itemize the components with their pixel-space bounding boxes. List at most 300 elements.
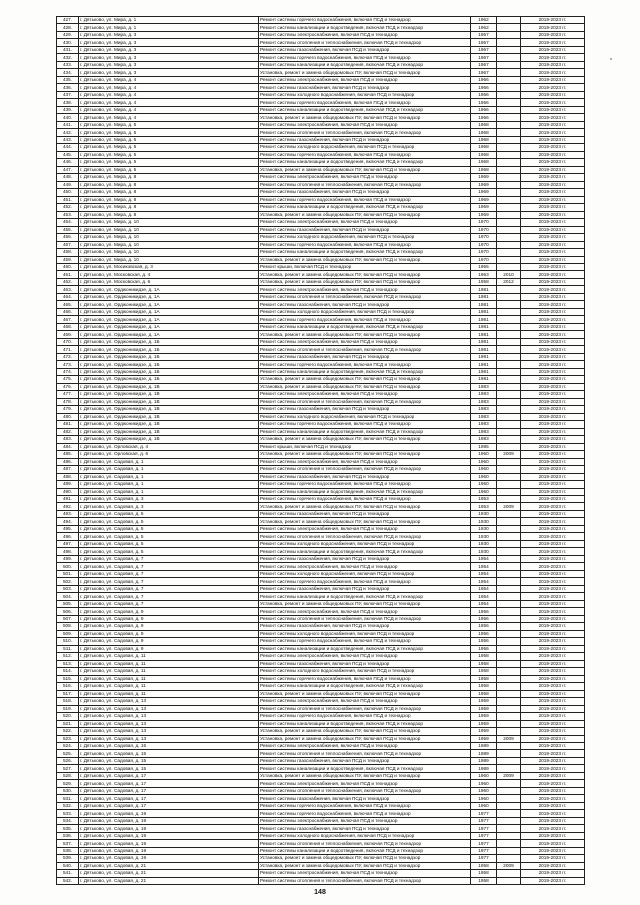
last-repair-year-cell [497,91,521,98]
table-row [57,810,585,817]
row-number: 497. [57,540,79,547]
address-cell: г. Дятьково, ул. Садовая, д. 17 [79,780,259,787]
planned-period-cell: 2019-2023 гг. [521,473,585,480]
address-cell: г. Дятьково, ул. Московская, д. 4 [79,271,259,278]
planned-period-cell: 2019-2023 гг. [521,825,585,832]
row-number: 516. [57,683,79,690]
work-type-cell: Ремонт системы электроснабжения, включая ПСД и технадзор [259,525,471,532]
last-repair-year-cell [497,204,521,211]
planned-period-cell: 2019-2023 гг. [521,563,585,570]
address-cell: г. Дятьково, ул. Мира, д. 5 [79,136,259,143]
construction-year-cell: 1966 [471,84,497,91]
construction-year-cell: 1969 [471,189,497,196]
last-repair-year-cell [497,570,521,577]
table-row [57,361,585,368]
row-number: 463. [57,286,79,293]
table-row [57,293,585,300]
table-row [57,735,585,742]
construction-year-cell: 1966 [471,99,497,106]
row-number: 532. [57,802,79,809]
address-cell: г. Дятьково, ул. Мира, д. 8 [79,196,259,203]
row-number: 499. [57,555,79,562]
table-row [57,91,585,98]
construction-year-cell: 1981 [471,316,497,323]
row-number: 471. [57,346,79,353]
last-repair-year-cell [497,129,521,136]
address-cell: г. Дятьково, ул. Садовая, д. 13 [79,698,259,705]
planned-period-cell: 2019-2023 гг. [521,496,585,503]
last-repair-year-cell [497,69,521,76]
construction-year-cell: 1981 [471,301,497,308]
table-row [57,331,585,338]
last-repair-year-cell [497,757,521,764]
table-row [57,713,585,720]
address-cell: г. Дятьково, ул. Орджоникидзе, д. 1Б [79,368,259,375]
work-type-cell: Ремонт системы горячего водоснабжения, включая ПСД и технадзор [259,151,471,158]
last-repair-year-cell [497,106,521,113]
last-repair-year-cell [497,196,521,203]
address-cell: г. Дятьково, ул. Садовая, д. 19 [79,825,259,832]
construction-year-cell: 1958 [471,683,497,690]
construction-year-cell: 1977 [471,825,497,832]
planned-period-cell: 2019-2023 гг. [521,451,585,458]
planned-period-cell: 2019-2023 гг. [521,136,585,143]
last-repair-year-cell: 2009 [497,503,521,510]
work-type-cell: Ремонт системы канализации и водоотведения, включая ПСД и технадзор [259,428,471,435]
work-type-cell: Ремонт системы горячего водоснабжения, включая ПСД и технадзор [259,17,471,24]
work-type-cell: Установка, ремонт и замена общедомовых ПУ, включая ПСД и технадзор [259,518,471,525]
table-row [57,391,585,398]
address-cell: г. Дятьково, ул. Орджоникидзе, д. 1В [79,406,259,413]
planned-period-cell: 2019-2023 гг. [521,159,585,166]
address-cell: г. Дятьково, ул. Орджоникидзе, д. 1В [79,383,259,390]
row-number: 453. [57,211,79,218]
work-type-cell: Ремонт системы газоснабжения, включая ПСД и технадзор [259,795,471,802]
table-row [57,802,585,809]
table-row [57,301,585,308]
planned-period-cell: 2019-2023 гг. [521,241,585,248]
table-row [57,241,585,248]
planned-period-cell: 2019-2023 гг. [521,189,585,196]
row-number: 445. [57,151,79,158]
last-repair-year-cell: 2009 [497,862,521,869]
planned-period-cell: 2019-2023 гг. [521,436,585,443]
address-cell: г. Дятьково, ул. Садовая, д. 7 [79,585,259,592]
construction-year-cell: 1930 [471,518,497,525]
work-type-cell: Ремонт системы газоснабжения, включая ПСД и технадзор [259,46,471,53]
last-repair-year-cell [497,361,521,368]
row-number: 458. [57,249,79,256]
table-row [57,555,585,562]
last-repair-year-cell [497,353,521,360]
row-number: 428. [57,24,79,31]
row-number: 454. [57,219,79,226]
planned-period-cell: 2019-2023 гг. [521,106,585,113]
table-row [57,166,585,173]
last-repair-year-cell: 2009 [497,735,521,742]
work-type-cell: Ремонт системы горячего водоснабжения, включая ПСД и технадзор [259,361,471,368]
row-number: 527. [57,765,79,772]
row-number: 514. [57,668,79,675]
last-repair-year-cell [497,496,521,503]
row-number: 526. [57,757,79,764]
planned-period-cell: 2019-2023 гг. [521,376,585,383]
row-number: 512. [57,653,79,660]
row-number: 433. [57,61,79,68]
row-number: 481. [57,421,79,428]
planned-period-cell: 2019-2023 гг. [521,54,585,61]
last-repair-year-cell [497,668,521,675]
address-cell: г. Дятьково, ул. Садовая, д. 9 [79,630,259,637]
address-cell: г. Дятьково, ул. Мира, д. 5 [79,144,259,151]
planned-period-cell: 2019-2023 гг. [521,278,585,285]
work-type-cell: Ремонт системы канализации и водоотведения, включая ПСД и технадзор [259,488,471,495]
row-number: 470. [57,338,79,345]
construction-year-cell: 1967 [471,61,497,68]
last-repair-year-cell [497,293,521,300]
address-cell: г. Дятьково, ул. Московская, д. 6 [79,278,259,285]
last-repair-year-cell [497,159,521,166]
work-type-cell: Установка, ремонт и замена общедомовых ПУ, включая ПСД и технадзор [259,114,471,121]
work-type-cell: Ремонт системы горячего водоснабжения, включая ПСД и технадзор [259,421,471,428]
work-type-cell: Ремонт системы канализации и водоотведения, включая ПСД и технадзор [259,720,471,727]
planned-period-cell: 2019-2023 гг. [521,24,585,31]
last-repair-year-cell [497,600,521,607]
table-row [57,533,585,540]
row-number: 482. [57,428,79,435]
row-number: 477. [57,391,79,398]
work-type-cell: Ремонт системы канализации и водоотведения, включая ПСД и технадзор [259,106,471,113]
planned-period-cell: 2019-2023 гг. [521,151,585,158]
work-type-cell: Ремонт системы канализации и водоотведения, включая ПСД и технадзор [259,765,471,772]
planned-period-cell: 2019-2023 гг. [521,555,585,562]
work-type-cell: Ремонт системы канализации и водоотведения, включая ПСД и технадзор [259,249,471,256]
table-row [57,750,585,757]
table-row [57,368,585,375]
planned-period-cell: 2019-2023 гг. [521,91,585,98]
table-row [57,219,585,226]
address-cell: г. Дятьково, ул. Садовая, д. 17 [79,772,259,779]
last-repair-year-cell [497,481,521,488]
planned-period-cell: 2019-2023 гг. [521,795,585,802]
address-cell: г. Дятьково, ул. Орджоникидзе, д. 1А [79,293,259,300]
planned-period-cell: 2019-2023 гг. [521,234,585,241]
address-cell: г. Дятьково, ул. Садовая, д. 21 [79,870,259,877]
construction-year-cell: 1930 [471,525,497,532]
construction-year-cell: 1983 [471,383,497,390]
planned-period-cell: 2019-2023 гг. [521,877,585,884]
row-number: 507. [57,615,79,622]
work-type-cell: Ремонт системы газоснабжения, включая ПСД и технадзор [259,226,471,233]
construction-year-cell: 1962 [471,24,497,31]
planned-period-cell: 2019-2023 гг. [521,600,585,607]
planned-period-cell: 2019-2023 гг. [521,698,585,705]
row-number: 430. [57,39,79,46]
construction-year-cell: 1954 [471,600,497,607]
last-repair-year-cell [497,234,521,241]
work-type-cell: Ремонт системы холодного водоснабжения, включая ПСД и технадзор [259,668,471,675]
last-repair-year-cell: 2012 [497,278,521,285]
construction-year-cell: 1969 [471,181,497,188]
address-cell: г. Дятьково, ул. Садовая, д. 7 [79,555,259,562]
address-cell: г. Дятьково, ул. Орджоникидзе, д. 1Б [79,361,259,368]
last-repair-year-cell [497,323,521,330]
planned-period-cell: 2019-2023 гг. [521,675,585,682]
table-row [57,61,585,68]
work-type-cell: Ремонт системы канализации и водоотведения, включая ПСД и технадзор [259,24,471,31]
planned-period-cell: 2019-2023 гг. [521,166,585,173]
table-row [57,787,585,794]
table-row [57,136,585,143]
work-type-cell: Ремонт системы горячего водоснабжения, включая ПСД и технадзор [259,675,471,682]
construction-year-cell: 1966 [471,91,497,98]
planned-period-cell: 2019-2023 гг. [521,46,585,53]
row-number: 459. [57,256,79,263]
construction-year-cell: 1983 [471,421,497,428]
table-row [57,234,585,241]
planned-period-cell: 2019-2023 гг. [521,630,585,637]
row-number: 446. [57,159,79,166]
construction-year-cell: 1983 [471,391,497,398]
last-repair-year-cell [497,24,521,31]
construction-year-cell: 1959 [471,735,497,742]
construction-year-cell: 1965 [471,263,497,270]
table-row [57,211,585,218]
work-type-cell: Ремонт системы отопления и теплоснабжения, включая ПСД и технадзор [259,750,471,757]
last-repair-year-cell [497,144,521,151]
row-number: 447. [57,166,79,173]
planned-period-cell: 2019-2023 гг. [521,832,585,839]
table-row [57,570,585,577]
last-repair-year-cell: 2009 [497,772,521,779]
address-cell: г. Дятьково, ул. Садовая, д. 17 [79,787,259,794]
construction-year-cell: 1956 [471,623,497,630]
construction-year-cell: 1968 [471,129,497,136]
table-row [57,690,585,697]
construction-year-cell: 1981 [471,376,497,383]
table-row [57,69,585,76]
address-cell: г. Дятьково, ул. Садовая, д. 9 [79,623,259,630]
work-type-cell: Ремонт системы холодного водоснабжения, включая ПСД и технадзор [259,832,471,839]
work-type-cell: Ремонт системы холодного водоснабжения, включая ПСД и технадзор [259,91,471,98]
planned-period-cell: 2019-2023 гг. [521,383,585,390]
address-cell: г. Дятьково, ул. Садовая, д. 11 [79,675,259,682]
last-repair-year-cell [497,219,521,226]
last-repair-year-cell [497,151,521,158]
last-repair-year-cell [497,189,521,196]
last-repair-year-cell [497,713,521,720]
work-type-cell: Ремонт системы электроснабжения, включая ПСД и технадзор [259,458,471,465]
address-cell: г. Дятьково, ул. Садовая, д. 11 [79,690,259,697]
table-row [57,84,585,91]
construction-year-cell: 1963 [471,271,497,278]
last-repair-year-cell [497,720,521,727]
address-cell: г. Дятьково, ул. Садовая, д. 5 [79,518,259,525]
planned-period-cell: 2019-2023 гг. [521,653,585,660]
planned-period-cell: 2019-2023 гг. [521,742,585,749]
row-number: 541. [57,870,79,877]
work-type-cell: Ремонт системы электроснабжения, включая ПСД и технадзор [259,76,471,83]
construction-year-cell: 1981 [471,286,497,293]
last-repair-year-cell [497,855,521,862]
table-row [57,129,585,136]
planned-period-cell: 2019-2023 гг. [521,316,585,323]
construction-year-cell: 1969 [471,204,497,211]
work-type-cell: Ремонт системы отопления и теплоснабжения, включая ПСД и технадзор [259,466,471,473]
construction-year-cell: 1960 [471,772,497,779]
table-row [57,780,585,787]
planned-period-cell: 2019-2023 гг. [521,817,585,824]
address-cell: г. Дятьково, ул. Садовая, д. 21 [79,877,259,884]
row-number: 486. [57,458,79,465]
row-number: 469. [57,331,79,338]
address-cell: г. Дятьково, ул. Мира, д. 4 [79,84,259,91]
last-repair-year-cell [497,877,521,884]
work-type-cell: Ремонт системы холодного водоснабжения, включая ПСД и технадзор [259,413,471,420]
row-number: 489. [57,481,79,488]
construction-year-cell: 1956 [471,638,497,645]
work-type-cell: Ремонт системы канализации и водоотведения, включая ПСД и технадзор [259,323,471,330]
row-number: 440. [57,114,79,121]
last-repair-year-cell [497,765,521,772]
planned-period-cell: 2019-2023 гг. [521,263,585,270]
planned-period-cell: 2019-2023 гг. [521,668,585,675]
row-number: 515. [57,675,79,682]
planned-period-cell: 2019-2023 гг. [521,503,585,510]
construction-year-cell: 1977 [471,810,497,817]
row-number: 462. [57,278,79,285]
address-cell: г. Дятьково, ул. Садовая, д. 5 [79,533,259,540]
row-number: 518. [57,698,79,705]
work-type-cell: Ремонт системы канализации и водоотведения, включая ПСД и технадзор [259,204,471,211]
address-cell: г. Дятьково, ул. Орджоникидзе, д. 1Б [79,346,259,353]
table-row [57,121,585,128]
construction-year-cell: 1960 [471,466,497,473]
construction-year-cell: 1967 [471,69,497,76]
construction-year-cell: 1981 [471,353,497,360]
construction-year-cell: 1968 [471,159,497,166]
last-repair-year-cell [497,39,521,46]
last-repair-year-cell: 2010 [497,271,521,278]
work-type-cell: Установка, ремонт и замена общедомовых ПУ, включая ПСД и технадзор [259,436,471,443]
planned-period-cell: 2019-2023 гг. [521,578,585,585]
planned-period-cell: 2019-2023 гг. [521,488,585,495]
row-number: 530. [57,787,79,794]
construction-year-cell: 1985 [471,443,497,450]
table-row [57,675,585,682]
construction-year-cell: 1956 [471,615,497,622]
construction-year-cell: 1954 [471,570,497,577]
work-type-cell: Установка, ремонт и замена общедомовых ПУ, включая ПСД и технадзор [259,69,471,76]
planned-period-cell: 2019-2023 гг. [521,271,585,278]
address-cell: г. Дятьково, ул. Садовая, д. 3 [79,503,259,510]
planned-period-cell: 2019-2023 гг. [521,608,585,615]
work-type-cell: Ремонт системы газоснабжения, включая ПСД и технадзор [259,84,471,91]
planned-period-cell: 2019-2023 гг. [521,787,585,794]
last-repair-year-cell [497,563,521,570]
last-repair-year-cell [497,870,521,877]
address-cell: г. Дятьково, ул. Орджоникидзе, д. 1Б [79,376,259,383]
row-number: 502. [57,578,79,585]
table-row [57,600,585,607]
construction-year-cell: 1970 [471,226,497,233]
address-cell: г. Дятьково, ул. Садовая, д. 13 [79,720,259,727]
table-row [57,174,585,181]
construction-year-cell: 1954 [471,593,497,600]
last-repair-year-cell [497,211,521,218]
last-repair-year-cell [497,376,521,383]
work-type-cell: Ремонт системы отопления и теплоснабжения, включая ПСД и технадзор [259,39,471,46]
table-row [57,473,585,480]
address-cell: г. Дятьково, ул. Мира, д. 8 [79,211,259,218]
work-type-cell: Ремонт системы холодного водоснабжения, включая ПСД и технадзор [259,570,471,577]
last-repair-year-cell [497,510,521,517]
table-body [57,17,585,885]
planned-period-cell: 2019-2023 гг. [521,750,585,757]
work-type-cell: Ремонт системы газоснабжения, включая ПСД и технадзор [259,510,471,517]
planned-period-cell: 2019-2023 гг. [521,323,585,330]
work-type-cell: Ремонт системы холодного водоснабжения, включая ПСД и технадзор [259,308,471,315]
table-row [57,615,585,622]
table-row [57,159,585,166]
row-number: 432. [57,54,79,61]
row-number: 457. [57,241,79,248]
address-cell: г. Дятьково, ул. Садовая, д. 1 [79,473,259,480]
planned-period-cell: 2019-2023 гг. [521,728,585,735]
planned-period-cell: 2019-2023 гг. [521,683,585,690]
last-repair-year-cell [497,698,521,705]
last-repair-year-cell [497,99,521,106]
row-number: 466. [57,308,79,315]
row-number: 524. [57,742,79,749]
row-number: 450. [57,189,79,196]
row-number: 472. [57,353,79,360]
table-row [57,451,585,458]
construction-year-cell: 1958 [471,877,497,884]
construction-year-cell: 1970 [471,249,497,256]
address-cell: г. Дятьково, ул. Орджоникидзе, д. 1А [79,308,259,315]
construction-year-cell: 1958 [471,653,497,660]
table-row [57,638,585,645]
planned-period-cell: 2019-2023 гг. [521,645,585,652]
construction-year-cell: 1977 [471,817,497,824]
row-number: 437. [57,91,79,98]
construction-year-cell: 1981 [471,293,497,300]
planned-period-cell: 2019-2023 гг. [521,638,585,645]
last-repair-year-cell [497,226,521,233]
address-cell: г. Дятьково, ул. Садовая, д. 19 [79,832,259,839]
address-cell: г. Дятьково, ул. Орджоникидзе, д. 1А [79,301,259,308]
planned-period-cell: 2019-2023 гг. [521,181,585,188]
row-number: 535. [57,825,79,832]
table-row [57,585,585,592]
work-type-cell: Ремонт системы электроснабжения, включая ПСД и технадзор [259,31,471,38]
work-type-cell: Ремонт системы электроснабжения, включая ПСД и технадзор [259,608,471,615]
address-cell: г. Дятьково, ул. Мира, д. 5 [79,129,259,136]
table-row [57,406,585,413]
planned-period-cell: 2019-2023 гг. [521,256,585,263]
planned-period-cell: 2019-2023 гг. [521,720,585,727]
work-type-cell: Ремонт системы отопления и теплоснабжения, включая ПСД и технадзор [259,129,471,136]
planned-period-cell: 2019-2023 гг. [521,391,585,398]
row-number: 494. [57,518,79,525]
work-type-cell: Ремонт системы газоснабжения, включая ПСД и технадзор [259,585,471,592]
table-row [57,825,585,832]
last-repair-year-cell [497,825,521,832]
address-cell: г. Дятьково, ул. Мира, д. 10 [79,249,259,256]
address-cell: г. Дятьково, ул. Садовая, д. 19 [79,840,259,847]
construction-year-cell: 1960 [471,451,497,458]
